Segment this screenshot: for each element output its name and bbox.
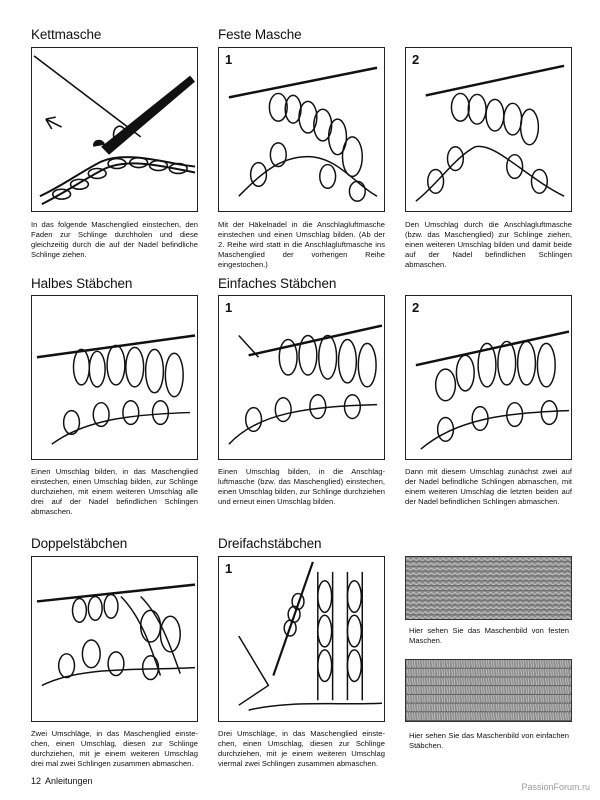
caption-feste-masche-1: Mit der Häkelnadel in die Anschlagluftmasche einstechen und einen Umschlag bilden. (Ab der 2. Reihe wird statt in die Anschlagluftmasche ins Maschenglied der vorherigen Reihe eingestochen.) (218, 220, 385, 269)
einfaches-staebchen-1-drawing (219, 296, 384, 459)
dreifachstaebchen-1-drawing (219, 557, 384, 721)
illustration-einfaches-staebchen-1 (218, 295, 385, 460)
caption-swatch-feste-maschen: Hier sehen Sie das Maschenbild von festen Maschen. (409, 626, 569, 645)
heading-halbes-staebchen: Halbes Stäbchen (31, 276, 133, 291)
caption-dreifachstaebchen-1: Drei Umschläge, in das Maschenglied einste-chen, einen Umschlag, diesen zur Schlinge durchziehen, mit je einem weiteren Umschlag viermal zwei Schlingen zusammen abmaschen. (218, 729, 385, 768)
caption-swatch-einfache-staebchen: Hier sehen Sie das Maschenbild von einfachen Stäbchen. (409, 731, 569, 750)
swatch-feste-maschen-texture (406, 557, 571, 619)
doppelstaebchen-drawing (32, 557, 197, 721)
illustration-feste-masche-2 (405, 47, 572, 212)
swatch-einfache-staebchen (405, 659, 572, 722)
illustration-doppelstaebchen (31, 556, 198, 722)
illustration-halbes-staebchen (31, 295, 198, 460)
einfaches-staebchen-2-drawing (406, 296, 571, 459)
kettmasche-drawing (32, 48, 197, 211)
swatch-einfache-staebchen-texture (406, 660, 571, 721)
step-number: 2 (412, 300, 420, 315)
footer-section: Anleitungen (45, 776, 93, 786)
illustration-dreifachstaebchen-1 (218, 556, 385, 722)
swatch-feste-maschen (405, 556, 572, 620)
illustration-einfaches-staebchen-2 (405, 295, 572, 460)
feste-masche-2-drawing (406, 48, 571, 211)
heading-kettmasche: Kettmasche (31, 27, 102, 42)
step-number: 1 (225, 52, 233, 67)
step-number: 1 (225, 300, 233, 315)
illustration-feste-masche-1 (218, 47, 385, 212)
heading-feste-masche: Feste Masche (218, 27, 302, 42)
caption-kettmasche: In das folgende Maschenglied einstechen, den Faden zur Schlinge durchholen und diese gleichzeitig durch die auf der Nadel befindliche Schlinge ziehen. (31, 220, 198, 259)
caption-feste-masche-2: Den Umschlag durch die Anschlagluftmasche (bzw. das Maschenglied) zur Schlinge ziehen, einen weiteren Umschlag bilden und damit beide auf der Nadel befindlichen Schlingen abmaschen. (405, 220, 572, 269)
page-number: 12 (31, 776, 42, 786)
caption-einfaches-staebchen-2: Dann mit diesem Umschlag zunächst zwei auf der Nadel befindliche Schlingen abmaschen, mit einem weiteren Umschlag die letzten beiden auf der Nadel befindlichen Schlingen abmaschen. (405, 467, 572, 506)
feste-masche-1-drawing (219, 48, 384, 211)
halbes-staebchen-drawing (32, 296, 197, 459)
illustration-kettmasche (31, 47, 198, 212)
heading-einfaches-staebchen: Einfaches Stäbchen (218, 276, 337, 291)
page-footer (31, 776, 93, 786)
heading-doppelstaebchen: Doppelstäbchen (31, 536, 128, 551)
watermark: PassionForum.ru (521, 782, 590, 792)
caption-doppelstaebchen: Zwei Umschläge, in das Maschenglied einste-chen, einen Umschlag, diesen zur Schlinge durchziehen, mit je einem weiteren Umschlag drei mal zwei Schlingen zusammen abmaschen. (31, 729, 198, 768)
caption-halbes-staebchen: Einen Umschlag bilden, in das Maschenglied einstechen, einen Umschlag bilden, zur Schlinge durchziehen, mit einem weiteren Umschlag alle drei auf der Nadel befindlichen Schlingen abmaschen. (31, 467, 198, 516)
caption-einfaches-staebchen-1: Einen Umschlag bilden, in die Anschlag-luftmasche (bzw. das Maschenglied) einstechen, einen Umschlag bilden, zur Schlinge durchziehen und erneut einen Umschlag bilden. (218, 467, 385, 506)
step-number: 2 (412, 52, 420, 67)
heading-dreifachstaebchen: Dreifachstäbchen (218, 536, 322, 551)
step-number: 1 (225, 561, 233, 576)
